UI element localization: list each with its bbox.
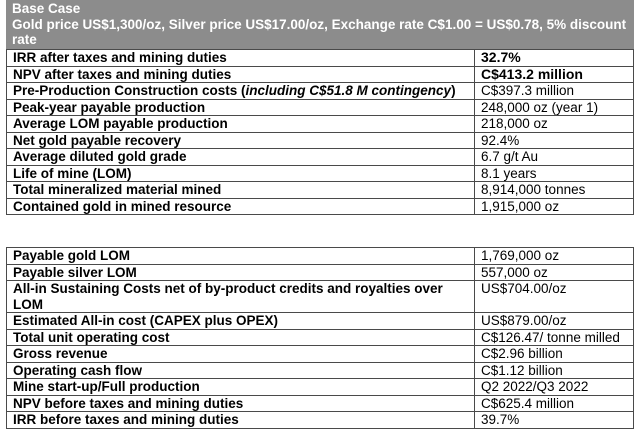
table-row	[7, 313, 634, 330]
table-row	[7, 198, 634, 215]
table-row	[7, 395, 634, 412]
row-label: Estimated All-in cost (CAPEX plus OPEX)	[7, 313, 475, 330]
row-value: 92.4%	[475, 132, 634, 149]
row-value: C$126.47/ tonne milled	[475, 329, 634, 346]
table-row	[7, 66, 634, 83]
row-label: Average diluted gold grade	[7, 149, 475, 166]
row-value: US$879.00/oz	[475, 313, 634, 330]
table-row	[7, 149, 634, 166]
table-row	[7, 329, 634, 346]
label-prefix: Pre-Production Construction costs (	[13, 83, 246, 98]
table-row	[7, 165, 634, 182]
row-value: 6.7 g/t Au	[475, 149, 634, 166]
row-label: Life of mine (LOM)	[7, 165, 475, 182]
row-label: IRR after taxes and mining duties	[7, 50, 475, 67]
row-label: Payable gold LOM	[7, 248, 475, 265]
row-value: 1,769,000 oz	[475, 248, 634, 265]
row-label: NPV before taxes and mining duties	[7, 395, 475, 412]
header-assumptions: Gold price US$1,300/oz, Silver price US$17.00/oz, Exchange rate C$1.00 = US$0.78, 5% discount rate	[12, 16, 627, 47]
label-italic: including C$51.8 M contingency	[245, 83, 452, 98]
row-label: All-in Sustaining Costs net of by-product credits and royalties over LOM	[7, 281, 475, 313]
row-value: 248,000 oz (year 1)	[475, 99, 634, 116]
row-label	[7, 83, 475, 100]
row-label: Total mineralized material mined	[7, 182, 475, 199]
row-label: IRR before taxes and mining duties	[7, 412, 475, 429]
row-label: Mine start-up/Full production	[7, 379, 475, 396]
row-label: Total unit operating cost	[7, 329, 475, 346]
table-row	[7, 264, 634, 281]
row-value: 8.1 years	[475, 165, 634, 182]
table-row	[7, 379, 634, 396]
table-row	[7, 83, 634, 100]
row-label: NPV after taxes and mining duties	[7, 66, 475, 83]
row-label: Payable silver LOM	[7, 264, 475, 281]
row-label: Contained gold in mined resource	[7, 198, 475, 215]
row-value: 218,000 oz	[475, 116, 634, 133]
row-label: Average LOM payable production	[7, 116, 475, 133]
row-value: 39.7%	[475, 412, 634, 429]
label-suffix: )	[451, 83, 456, 98]
table-row	[7, 182, 634, 199]
row-label: Operating cash flow	[7, 362, 475, 379]
table-row	[7, 248, 634, 265]
row-value: Q2 2022/Q3 2022	[475, 379, 634, 396]
row-value: 557,000 oz	[475, 264, 634, 281]
row-value: C$2.96 billion	[475, 346, 634, 363]
table-row	[7, 412, 634, 429]
table-row	[7, 281, 634, 313]
row-label: Gross revenue	[7, 346, 475, 363]
row-label: Net gold payable recovery	[7, 132, 475, 149]
results-table-bottom	[6, 247, 634, 429]
row-value: 8,914,000 tonnes	[475, 182, 634, 199]
row-label: Peak-year payable production	[7, 99, 475, 116]
header-title: Base Case	[12, 1, 81, 16]
table-row	[7, 362, 634, 379]
base-case-header	[6, 0, 634, 49]
row-value: 1,915,000 oz	[475, 198, 634, 215]
table-row	[7, 132, 634, 149]
row-value: US$704.00/oz	[475, 281, 634, 313]
row-value: C$625.4 million	[475, 395, 634, 412]
row-value: C$413.2 million	[475, 66, 634, 83]
row-value: 32.7%	[475, 50, 634, 67]
row-value: C$1.12 billion	[475, 362, 634, 379]
table-row	[7, 346, 634, 363]
table-row	[7, 116, 634, 133]
results-table-top	[6, 49, 634, 215]
row-value: C$397.3 million	[475, 83, 634, 100]
table-row	[7, 50, 634, 67]
table-row	[7, 99, 634, 116]
